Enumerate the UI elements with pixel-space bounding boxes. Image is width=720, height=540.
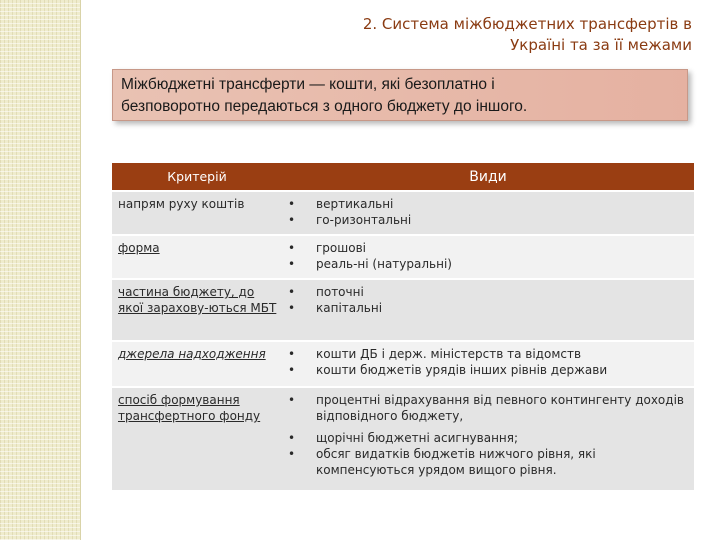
definition-line-2: безповоротно передаються з одного бюджету до іншого. <box>121 98 528 115</box>
kind-item: • поточні <box>288 284 690 300</box>
kind-item: • грошові <box>288 240 690 256</box>
kinds-cell <box>282 191 694 235</box>
kind-item: • процентні відрахування від певного контингенту доходів відповідного бюджету, <box>288 392 690 424</box>
table-row <box>112 387 694 491</box>
table-row <box>112 235 694 279</box>
definition-line-1: Міжбюджетні трансферти — кошти, які безоплатно і <box>121 76 495 93</box>
kinds-cell <box>282 235 694 279</box>
kind-item: • обсяг видатків бюджетів нижчого рівня, які компенсуються урядом вищого рівня. <box>288 446 690 478</box>
kind-item: • вертикальні <box>288 196 690 212</box>
kind-item: • капітальні <box>288 300 690 316</box>
criterion-cell: спосіб формування трансфертного фонду <box>112 387 282 491</box>
kind-item: • щорічні бюджетні асигнування; <box>288 430 690 446</box>
criterion-cell: частина бюджету, до якої зарахову-ються МБТ <box>112 279 282 341</box>
header-criterion: Критерій <box>112 163 282 191</box>
kind-item: • кошти бюджетів урядів інших рівнів держави <box>288 362 690 378</box>
criterion-cell: напрям руху коштів <box>112 191 282 235</box>
definition-box <box>112 69 688 121</box>
slide-title <box>272 14 692 56</box>
table-row <box>112 191 694 235</box>
header-kinds: Види <box>282 163 694 191</box>
slide-title-line-2: Україні та за її межами <box>510 36 692 54</box>
kind-item: • реаль-ні (натуральні) <box>288 256 690 272</box>
decorative-side-strip <box>0 0 81 540</box>
table-row <box>112 341 694 387</box>
criteria-table <box>112 163 694 492</box>
kinds-cell <box>282 387 694 491</box>
slide-title-line-1: 2. Система міжбюджетних трансфертів в <box>362 15 692 33</box>
kind-item: • го-ризонтальні <box>288 212 690 228</box>
table-header-row <box>112 163 694 191</box>
kind-item: • кошти ДБ і держ. міністерств та відомств <box>288 346 690 362</box>
criterion-cell: джерела надходження <box>112 341 282 387</box>
criterion-cell: форма <box>112 235 282 279</box>
kinds-cell <box>282 279 694 341</box>
kinds-cell <box>282 341 694 387</box>
table-row <box>112 279 694 341</box>
